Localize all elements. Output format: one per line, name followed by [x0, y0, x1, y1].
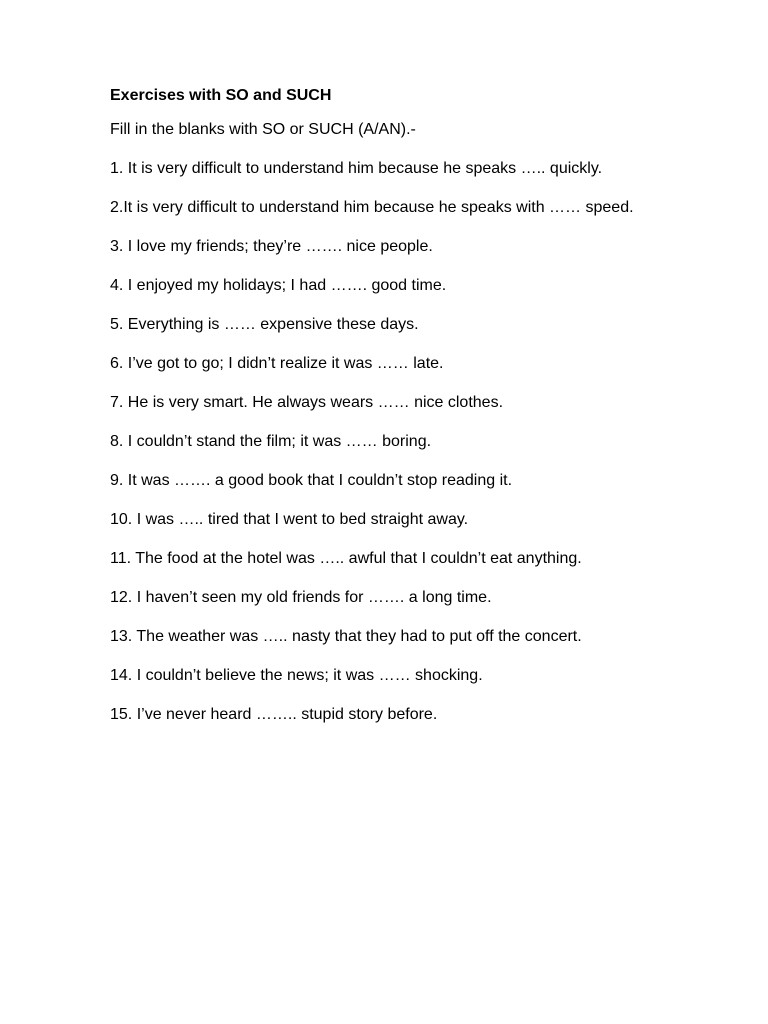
exercise-item: 12. I haven’t seen my old friends for ……. a long time. — [110, 589, 492, 606]
exercise-item: 5. Everything is …… expensive these days. — [110, 316, 419, 333]
exercise-item: 7. He is very smart. He always wears …… nice clothes. — [110, 394, 504, 411]
exercise-item: 1. It is very difficult to understand him because he speaks ….. quickly. — [110, 160, 603, 177]
exercise-item: 15. I’ve never heard …….. stupid story before. — [110, 706, 438, 723]
exercise-item: 10. I was ….. tired that I went to bed straight away. — [110, 511, 469, 528]
exercise-item: 6. I’ve got to go; I didn’t realize it was …… late. — [110, 355, 444, 372]
exercise-item: 3. I love my friends; they’re ……. nice people. — [110, 238, 433, 255]
exercise-item: 9. It was ……. a good book that I couldn’t stop reading it. — [110, 472, 513, 489]
document-body — [110, 86, 655, 744]
instruction-text: Fill in the blanks with SO or SUCH (A/AN).- — [110, 121, 416, 138]
exercise-list — [110, 159, 655, 724]
document-title: Exercises with SO and SUCH — [110, 87, 332, 104]
exercise-item: 4. I enjoyed my holidays; I had ……. good time. — [110, 277, 447, 294]
exercise-item: 13. The weather was ….. nasty that they had to put off the concert. — [110, 628, 582, 645]
exercise-item: 8. I couldn’t stand the film; it was …… boring. — [110, 433, 432, 450]
exercise-item: 11. The food at the hotel was ….. awful that I couldn’t eat anything. — [110, 550, 582, 567]
exercise-item: 2.It is very difficult to understand him because he speaks with …… speed. — [110, 199, 634, 216]
exercise-item: 14. I couldn’t believe the news; it was …… shocking. — [110, 667, 483, 684]
